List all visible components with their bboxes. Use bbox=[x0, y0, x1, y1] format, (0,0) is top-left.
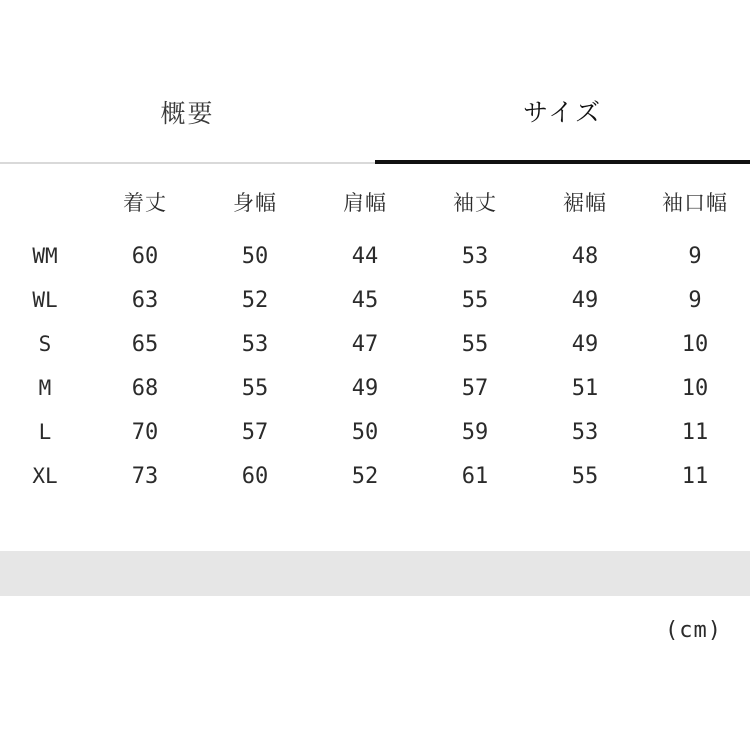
cell-wm-3: 53 bbox=[461, 243, 489, 269]
cell-wl-5: 9 bbox=[688, 287, 702, 313]
tab-size[interactable] bbox=[375, 80, 750, 164]
size-table bbox=[0, 180, 750, 498]
cell-l-4: 53 bbox=[571, 419, 599, 445]
cell-wl-0: 63 bbox=[131, 287, 159, 313]
cell-l-5: 11 bbox=[681, 419, 709, 445]
table-row bbox=[0, 366, 750, 410]
cell-m-3: 57 bbox=[461, 375, 489, 401]
size-table-header bbox=[0, 180, 750, 234]
cell-s-4: 49 bbox=[571, 331, 599, 357]
table-row bbox=[0, 234, 750, 278]
cell-m-0: 68 bbox=[131, 375, 159, 401]
cell-s-2: 47 bbox=[351, 331, 379, 357]
column-header-3: 袖丈 bbox=[453, 191, 497, 215]
cell-l-3: 59 bbox=[461, 419, 489, 445]
column-header-4: 裾幅 bbox=[563, 191, 607, 215]
cell-m-1: 55 bbox=[241, 375, 269, 401]
cell-s-0: 65 bbox=[131, 331, 159, 357]
tab-size-label: サイズ bbox=[522, 99, 602, 127]
tab-bar bbox=[0, 80, 750, 164]
cell-wm-5: 9 bbox=[688, 243, 702, 269]
column-header-5: 袖口幅 bbox=[662, 191, 728, 215]
cell-wm-1: 50 bbox=[241, 243, 269, 269]
row-header-xl: XL bbox=[32, 464, 58, 488]
cell-m-2: 49 bbox=[351, 375, 379, 401]
table-corner-cell bbox=[0, 180, 90, 234]
table-row bbox=[0, 278, 750, 322]
cell-l-2: 50 bbox=[351, 419, 379, 445]
cell-xl-1: 60 bbox=[241, 463, 269, 489]
cell-wm-4: 48 bbox=[571, 243, 599, 269]
cell-xl-4: 55 bbox=[571, 463, 599, 489]
table-header-row bbox=[0, 180, 750, 234]
row-header-m: M bbox=[38, 376, 52, 400]
row-header-wm: WM bbox=[32, 244, 58, 268]
row-header-s: S bbox=[38, 332, 52, 356]
table-row bbox=[0, 454, 750, 498]
row-header-wl: WL bbox=[32, 288, 58, 312]
cell-wl-2: 45 bbox=[351, 287, 379, 313]
cell-s-1: 53 bbox=[241, 331, 269, 357]
cell-wl-1: 52 bbox=[241, 287, 269, 313]
section-divider-band bbox=[0, 551, 750, 596]
cell-wm-0: 60 bbox=[131, 243, 159, 269]
cell-wl-4: 49 bbox=[571, 287, 599, 313]
cell-l-0: 70 bbox=[131, 419, 159, 445]
column-header-2: 肩幅 bbox=[343, 191, 387, 215]
row-header-l: L bbox=[38, 420, 52, 444]
cell-s-5: 10 bbox=[681, 331, 709, 357]
size-table-container bbox=[0, 180, 750, 498]
cell-xl-2: 52 bbox=[351, 463, 379, 489]
table-row bbox=[0, 322, 750, 366]
table-row bbox=[0, 410, 750, 454]
cell-xl-3: 61 bbox=[461, 463, 489, 489]
cell-m-4: 51 bbox=[571, 375, 599, 401]
cell-l-1: 57 bbox=[241, 419, 269, 445]
cell-xl-5: 11 bbox=[681, 463, 709, 489]
cell-wm-2: 44 bbox=[351, 243, 379, 269]
cell-m-5: 10 bbox=[681, 375, 709, 401]
cell-xl-0: 73 bbox=[131, 463, 159, 489]
cell-s-3: 55 bbox=[461, 331, 489, 357]
cell-wl-3: 55 bbox=[461, 287, 489, 313]
column-header-0: 着丈 bbox=[123, 191, 167, 215]
tab-overview-label: 概要 bbox=[160, 100, 215, 128]
size-table-body bbox=[0, 234, 750, 498]
tab-overview[interactable] bbox=[0, 80, 375, 164]
column-header-1: 身幅 bbox=[233, 191, 277, 215]
unit-note: (cm) bbox=[665, 618, 722, 643]
